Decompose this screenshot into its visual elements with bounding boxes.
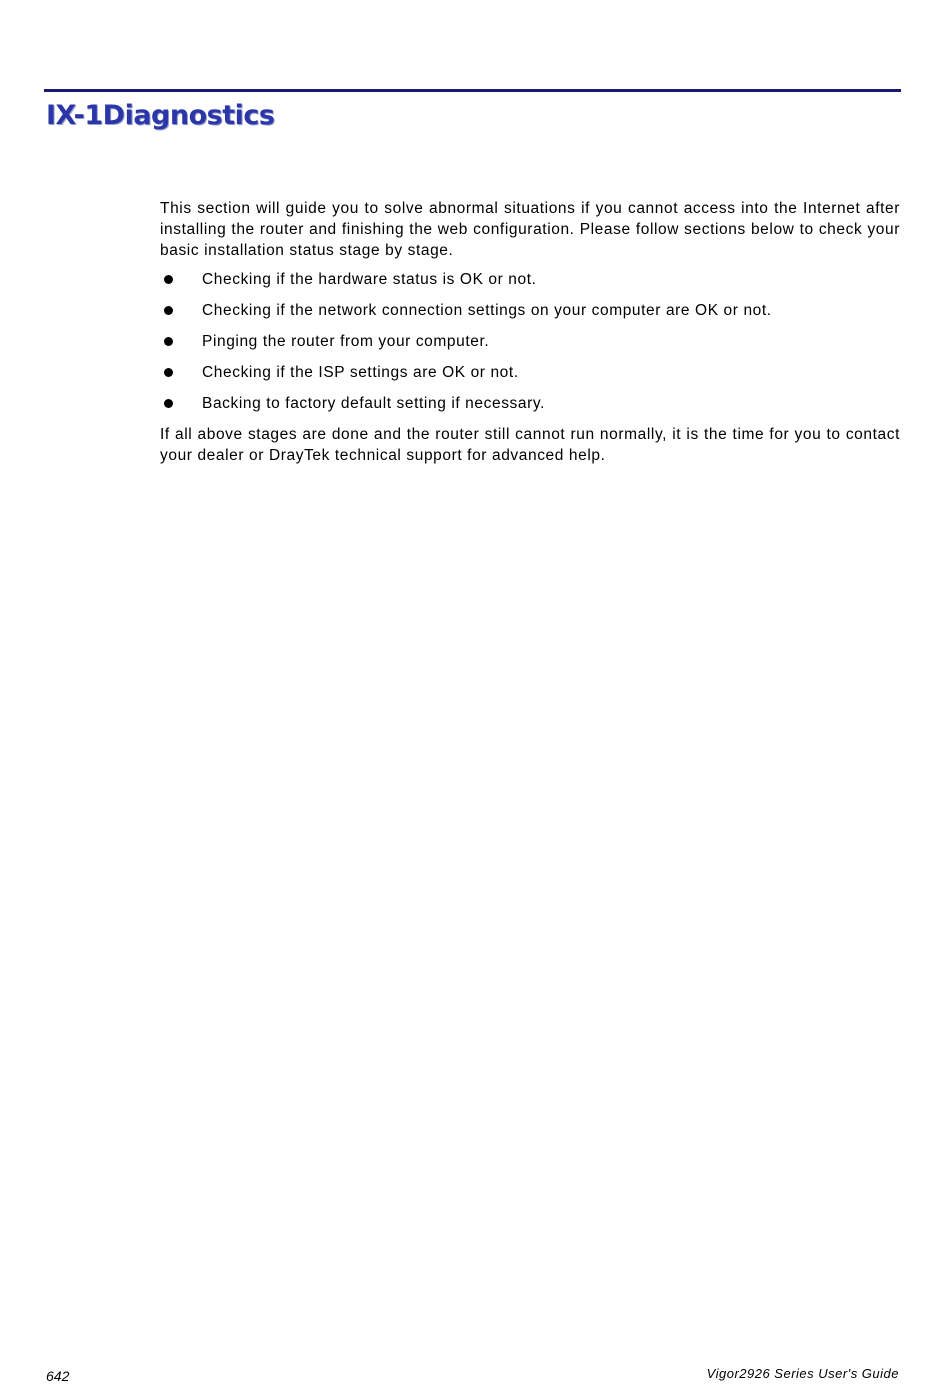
- bullet-icon: [164, 368, 173, 377]
- list-item: [160, 362, 900, 383]
- bullet-icon: [164, 399, 173, 408]
- bullet-icon: [164, 337, 173, 346]
- list-item: [160, 393, 900, 414]
- closing-paragraph: If all above stages are done and the router still cannot run normally, it is the time for you to contact your dealer or DrayTek technical support for advanced help.: [160, 426, 900, 464]
- guide-title: Vigor2926 Series User's Guide: [706, 1366, 899, 1381]
- intro-paragraph: This section will guide you to solve abnormal situations if you cannot access into the Internet after installing the router and finishing the web configuration. Please follow sections below to check your basic installation status stage by stage.: [160, 200, 900, 259]
- list-item-text: Checking if the network connection settings on your computer are OK or not.: [202, 302, 772, 319]
- list-item-text: Pinging the router from your computer.: [202, 333, 490, 350]
- list-item: [160, 300, 900, 321]
- section-body: [160, 198, 900, 474]
- list-item-text: Backing to factory default setting if necessary.: [202, 395, 545, 412]
- list-item-text: Checking if the hardware status is OK or not.: [202, 271, 537, 288]
- list-item-text: Checking if the ISP settings are OK or not.: [202, 364, 519, 381]
- bullet-icon: [164, 306, 173, 315]
- diagnostic-steps-list: [160, 269, 900, 414]
- list-item: [160, 331, 900, 352]
- list-item: [160, 269, 900, 290]
- section-title: IX-1Diagnostics: [46, 100, 275, 131]
- header-rule: [44, 89, 901, 92]
- page-number: 642: [46, 1368, 70, 1384]
- bullet-icon: [164, 275, 173, 284]
